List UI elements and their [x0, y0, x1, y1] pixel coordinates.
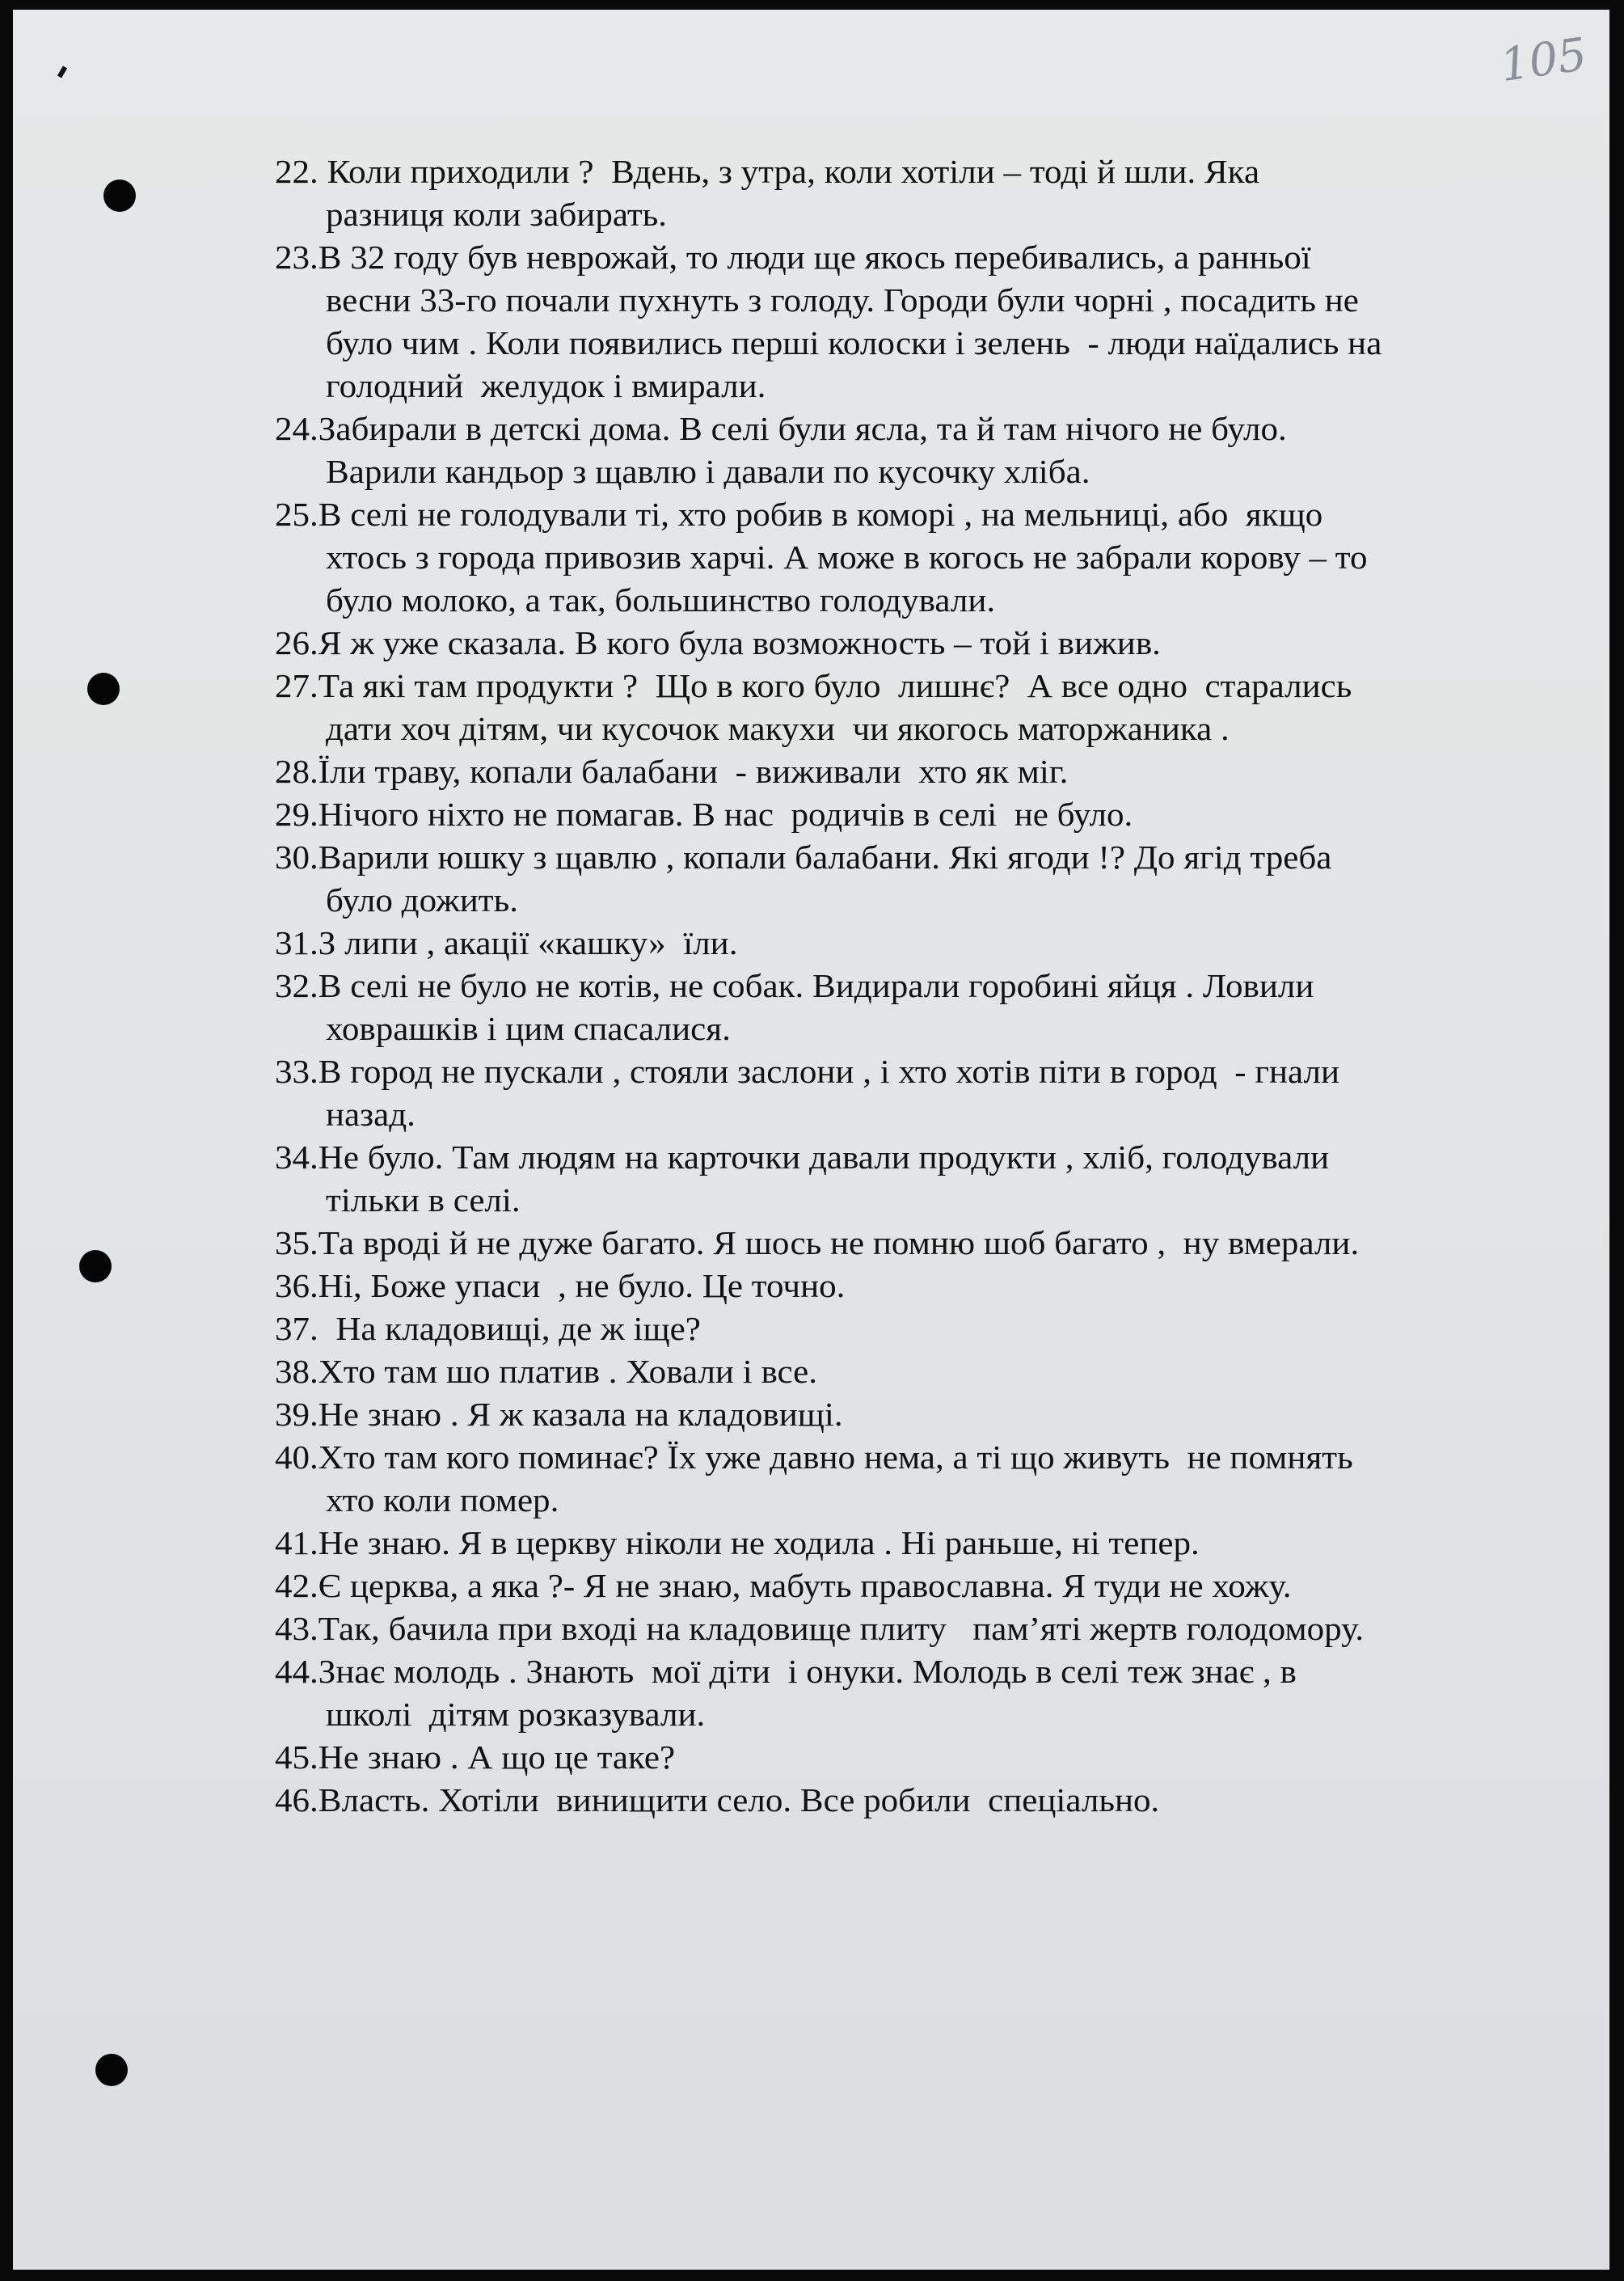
answer-number: 27.	[275, 667, 318, 704]
answer-text: голодний желудок і вмирали.	[326, 367, 766, 404]
punch-hole	[79, 1250, 112, 1282]
answer-first-line	[275, 1393, 1548, 1436]
answer-first-line	[275, 1136, 1548, 1179]
answer-text: Не було. Там людям на карточки давали продукти , хліб, голодували	[318, 1138, 1330, 1176]
punch-hole	[103, 180, 136, 212]
answer-first-line	[275, 1522, 1548, 1565]
answer-item	[275, 1565, 1487, 1607]
answer-text: було дожить.	[326, 881, 519, 919]
answer-item	[275, 1522, 1487, 1565]
answer-first-line	[275, 1265, 1548, 1307]
answer-item	[275, 1779, 1487, 1822]
answer-continuation-line	[275, 579, 1548, 622]
answer-text: хтось з города привозив харчі. А може в когось не забрали корову – то	[326, 539, 1368, 576]
answer-item	[275, 150, 1487, 236]
answer-item	[275, 1393, 1487, 1436]
answer-continuation-line	[275, 365, 1548, 408]
answer-number: 44.	[275, 1653, 318, 1690]
answer-text: дати хоч дітям, чи кусочок макухи чи якогось маторжаника .	[326, 710, 1230, 747]
answer-text: було чим . Коли появились перші колоски і зелень - люди наїдались на	[326, 324, 1382, 361]
answer-number: 23.	[275, 239, 318, 276]
answer-text: Не знаю . А що це таке?	[318, 1738, 676, 1776]
answer-item	[275, 1222, 1487, 1265]
answer-text: школі дітям розказували.	[326, 1696, 706, 1733]
answer-text: Так, бачила при вході на кладовище плиту пам’яті жертв голодомору.	[318, 1610, 1365, 1647]
answer-item	[275, 836, 1487, 922]
answer-item	[275, 408, 1487, 493]
answer-text: Їли траву, копали балабани - виживали хто як міг.	[318, 753, 1069, 790]
punch-hole	[95, 2054, 128, 2086]
answer-continuation-line	[275, 536, 1548, 579]
answer-text: В селі не було не котів, не собак. Видирали горобині яйця . Ловили	[318, 967, 1314, 1004]
answer-text: Не знаю . Я ж казала на кладовищі.	[318, 1396, 843, 1433]
answer-item	[275, 1265, 1487, 1307]
answer-number: 36.	[275, 1267, 318, 1304]
answer-item	[275, 622, 1487, 665]
answer-list	[275, 150, 1487, 1822]
answer-number: 28.	[275, 753, 318, 790]
answer-number: 38.	[275, 1353, 318, 1390]
answer-number: 29.	[275, 796, 318, 833]
answer-item	[275, 236, 1487, 408]
answer-text: назад.	[326, 1096, 415, 1133]
answer-text: було молоко, а так, большинство голодували.	[326, 581, 996, 619]
answer-first-line	[275, 1565, 1548, 1607]
answer-item	[275, 1350, 1487, 1393]
answer-text: Та які там продукти ? Що в кого було лишнє? А все одно старались	[318, 667, 1352, 704]
answer-number: 31.	[275, 924, 318, 961]
answer-number: 34.	[275, 1138, 318, 1176]
answer-first-line	[275, 1350, 1548, 1393]
answer-continuation-line	[275, 1093, 1548, 1136]
answer-text: тільки в селі.	[326, 1181, 521, 1219]
answer-number: 39.	[275, 1396, 318, 1433]
answer-number: 37.	[275, 1310, 318, 1347]
answer-first-line	[275, 1222, 1548, 1265]
answer-text: разниця коли забирать.	[326, 196, 668, 233]
answer-text: В город не пускали , стояли заслони , і хто хотів піти в город - гнали	[318, 1053, 1340, 1090]
answer-text: З липи , акації «кашку» їли.	[318, 924, 738, 961]
answer-text: ховрашків і цим спасалися.	[326, 1010, 731, 1047]
answer-number: 40.	[275, 1438, 318, 1476]
answer-continuation-line	[275, 279, 1548, 322]
answer-number: 35.	[275, 1224, 318, 1261]
answer-continuation-line	[275, 1693, 1548, 1736]
answer-text: Хто там кого поминає? Їх уже давно нема, а ті що живуть не помнять	[318, 1438, 1353, 1476]
answer-number: 46.	[275, 1781, 318, 1818]
answer-first-line	[275, 1436, 1548, 1479]
answer-first-line	[275, 965, 1548, 1007]
answer-text: Та вроді й не дуже багато. Я шось не помню шоб багато , ну вмерали.	[318, 1224, 1360, 1261]
answer-first-line	[275, 793, 1548, 836]
answer-number: 42.	[275, 1567, 318, 1604]
answer-text: В 32 году був неврожай, то люди ще якось перебивались, а ранньої	[318, 239, 1311, 276]
answer-first-line	[275, 236, 1548, 279]
answer-text: В селі не голодували ті, хто робив в коморі , на мельниці, або якщо	[318, 496, 1323, 533]
answer-text: Не знаю. Я в церкву ніколи не ходила . Ні раньше, ні тепер.	[318, 1524, 1200, 1561]
answer-first-line	[275, 1779, 1548, 1822]
answer-item	[275, 1307, 1487, 1350]
answer-continuation-line	[275, 879, 1548, 922]
answer-item	[275, 965, 1487, 1050]
answer-first-line	[275, 1050, 1548, 1093]
answer-text: Хто там шо платив . Ховали і все.	[318, 1353, 818, 1390]
answer-item	[275, 1436, 1487, 1522]
answer-text: Коли приходили ? Вдень, з утра, коли хотіли – тоді й шли. Яка	[318, 153, 1260, 190]
answer-first-line	[275, 665, 1548, 708]
answer-text: хто коли помер.	[326, 1481, 559, 1519]
answer-text: Я ж уже сказала. В кого була возможность – той і вижив.	[318, 624, 1161, 661]
answer-item	[275, 1607, 1487, 1650]
answer-text: Забирали в детскі дома. В селі були ясла, та й там нічого не було.	[318, 410, 1287, 447]
answer-continuation-line	[275, 708, 1548, 750]
punch-hole	[87, 673, 120, 705]
answer-number: 26.	[275, 624, 318, 661]
answer-first-line	[275, 1607, 1548, 1650]
scan-speck	[57, 65, 67, 78]
answer-text: На кладовищі, де ж іще?	[318, 1310, 701, 1347]
answer-continuation-line	[275, 1479, 1548, 1522]
answer-text: Власть. Хотіли винищити село. Все робили спеціально.	[318, 1781, 1160, 1818]
answer-item	[275, 1736, 1487, 1779]
answer-text: весни 33-го почали пухнуть з голоду. Городи були чорні , посадить не	[326, 281, 1359, 319]
answer-item	[275, 922, 1487, 965]
answer-first-line	[275, 622, 1548, 665]
answer-first-line	[275, 750, 1548, 793]
answer-number: 25.	[275, 496, 318, 533]
answer-continuation-line	[275, 450, 1548, 493]
answer-number: 45.	[275, 1738, 318, 1776]
answer-text: Варили кандьор з щавлю і давали по кусочку хліба.	[326, 453, 1090, 490]
answer-item	[275, 750, 1487, 793]
answer-number: 33.	[275, 1053, 318, 1090]
answer-text: Варили юшку з щавлю , копали балабани. Які ягоди !? До ягід треба	[318, 838, 1332, 876]
answer-item	[275, 1136, 1487, 1222]
answer-number: 24.	[275, 410, 318, 447]
answer-first-line	[275, 836, 1548, 879]
answer-number: 32.	[275, 967, 318, 1004]
answer-item	[275, 1050, 1487, 1136]
answer-number: 41.	[275, 1524, 318, 1561]
answer-first-line	[275, 1736, 1548, 1779]
answer-first-line	[275, 150, 1548, 193]
answer-number: 22.	[275, 153, 318, 190]
answer-first-line	[275, 408, 1548, 450]
answer-number: 43.	[275, 1610, 318, 1647]
answer-continuation-line	[275, 1179, 1548, 1222]
answer-text: Є церква, а яка ?- Я не знаю, мабуть православна. Я туди не хожу.	[318, 1567, 1292, 1604]
answer-first-line	[275, 493, 1548, 536]
answer-continuation-line	[275, 1007, 1548, 1050]
answer-first-line	[275, 1650, 1548, 1693]
answer-continuation-line	[275, 193, 1548, 236]
answer-item	[275, 493, 1487, 622]
answer-first-line	[275, 922, 1548, 965]
answer-item	[275, 1650, 1487, 1736]
answer-text: Ні, Боже упаси , не було. Це точно.	[318, 1267, 846, 1304]
answer-number: 30.	[275, 838, 318, 876]
handwritten-page-number: 105	[1496, 27, 1590, 93]
answer-item	[275, 793, 1487, 836]
answer-first-line	[275, 1307, 1548, 1350]
answer-text: Знає молодь . Знають мої діти і онуки. Молодь в селі теж знає , в	[318, 1653, 1297, 1690]
answer-continuation-line	[275, 322, 1548, 365]
answer-text: Нічого ніхто не помагав. В нас родичів в селі не було.	[318, 796, 1133, 833]
answer-item	[275, 665, 1487, 750]
